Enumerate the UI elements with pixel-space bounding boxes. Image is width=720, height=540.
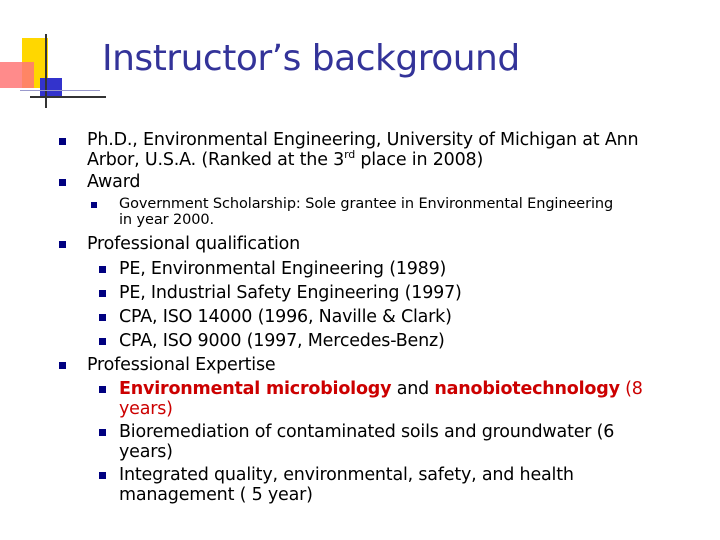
slide-title: Instructor’s background <box>102 38 520 79</box>
deco-blue-block <box>40 78 62 96</box>
expertise-item-1-line-1 <box>119 379 643 400</box>
expertise-item-2-line-1: Bioremediation of contaminated soils and groundwater (6 <box>119 422 615 442</box>
qualification-item: PE, Environmental Engineering (1989) <box>119 259 447 279</box>
expertise-item-2-line-2: years) <box>119 442 173 462</box>
bullet-icon <box>59 241 66 248</box>
qualification-item: PE, Industrial Safety Engineering (1997) <box>119 283 462 303</box>
expertise-years: (8 <box>619 379 643 399</box>
qualification-label: Professional qualification <box>87 234 301 254</box>
award-label: Award <box>87 172 141 192</box>
deco-horizontal-line <box>30 96 106 98</box>
qualification-item: CPA, ISO 14000 (1996, Naville & Clark) <box>119 307 452 327</box>
award-detail-line-1: Government Scholarship: Sole grantee in Environmental Engineering <box>119 196 614 212</box>
award-detail-line-2: in year 2000. <box>119 212 214 228</box>
bullet-icon <box>99 386 106 393</box>
expertise-label: Professional Expertise <box>87 355 276 375</box>
bullet-icon <box>59 362 66 369</box>
education-line-1: Ph.D., Environmental Engineering, University of Michigan at Ann <box>87 130 639 150</box>
corner-decoration <box>0 0 110 120</box>
expertise-item-3-line-2: management ( 5 year) <box>119 485 313 505</box>
bullet-icon <box>91 202 97 208</box>
bullet-icon <box>99 290 106 297</box>
expertise-item-1-line-2: years) <box>119 399 173 419</box>
expertise-item-3-line-1: Integrated quality, environmental, safety, and health <box>119 465 574 485</box>
education-superscript: rd <box>344 148 355 162</box>
deco-light-line <box>20 90 100 91</box>
expertise-connector: and <box>391 379 435 399</box>
bullet-icon <box>99 472 106 479</box>
qualification-item: CPA, ISO 9000 (1997, Mercedes-Benz) <box>119 331 445 351</box>
bullet-icon <box>99 266 106 273</box>
bullet-icon <box>99 314 106 321</box>
education-line-2-prefix: Arbor, U.S.A. (Ranked at the 3 <box>87 150 345 170</box>
education-line-2 <box>87 150 483 171</box>
bullet-icon <box>59 179 66 186</box>
bullet-icon <box>99 429 106 436</box>
education-line-2-suffix: place in 2008) <box>355 150 484 170</box>
deco-red-block <box>0 62 34 88</box>
bullet-icon <box>99 338 106 345</box>
bullet-icon <box>59 138 66 145</box>
expertise-highlight: Environmental microbiology <box>119 379 392 399</box>
expertise-highlight: nanobiotechnology <box>434 379 620 399</box>
